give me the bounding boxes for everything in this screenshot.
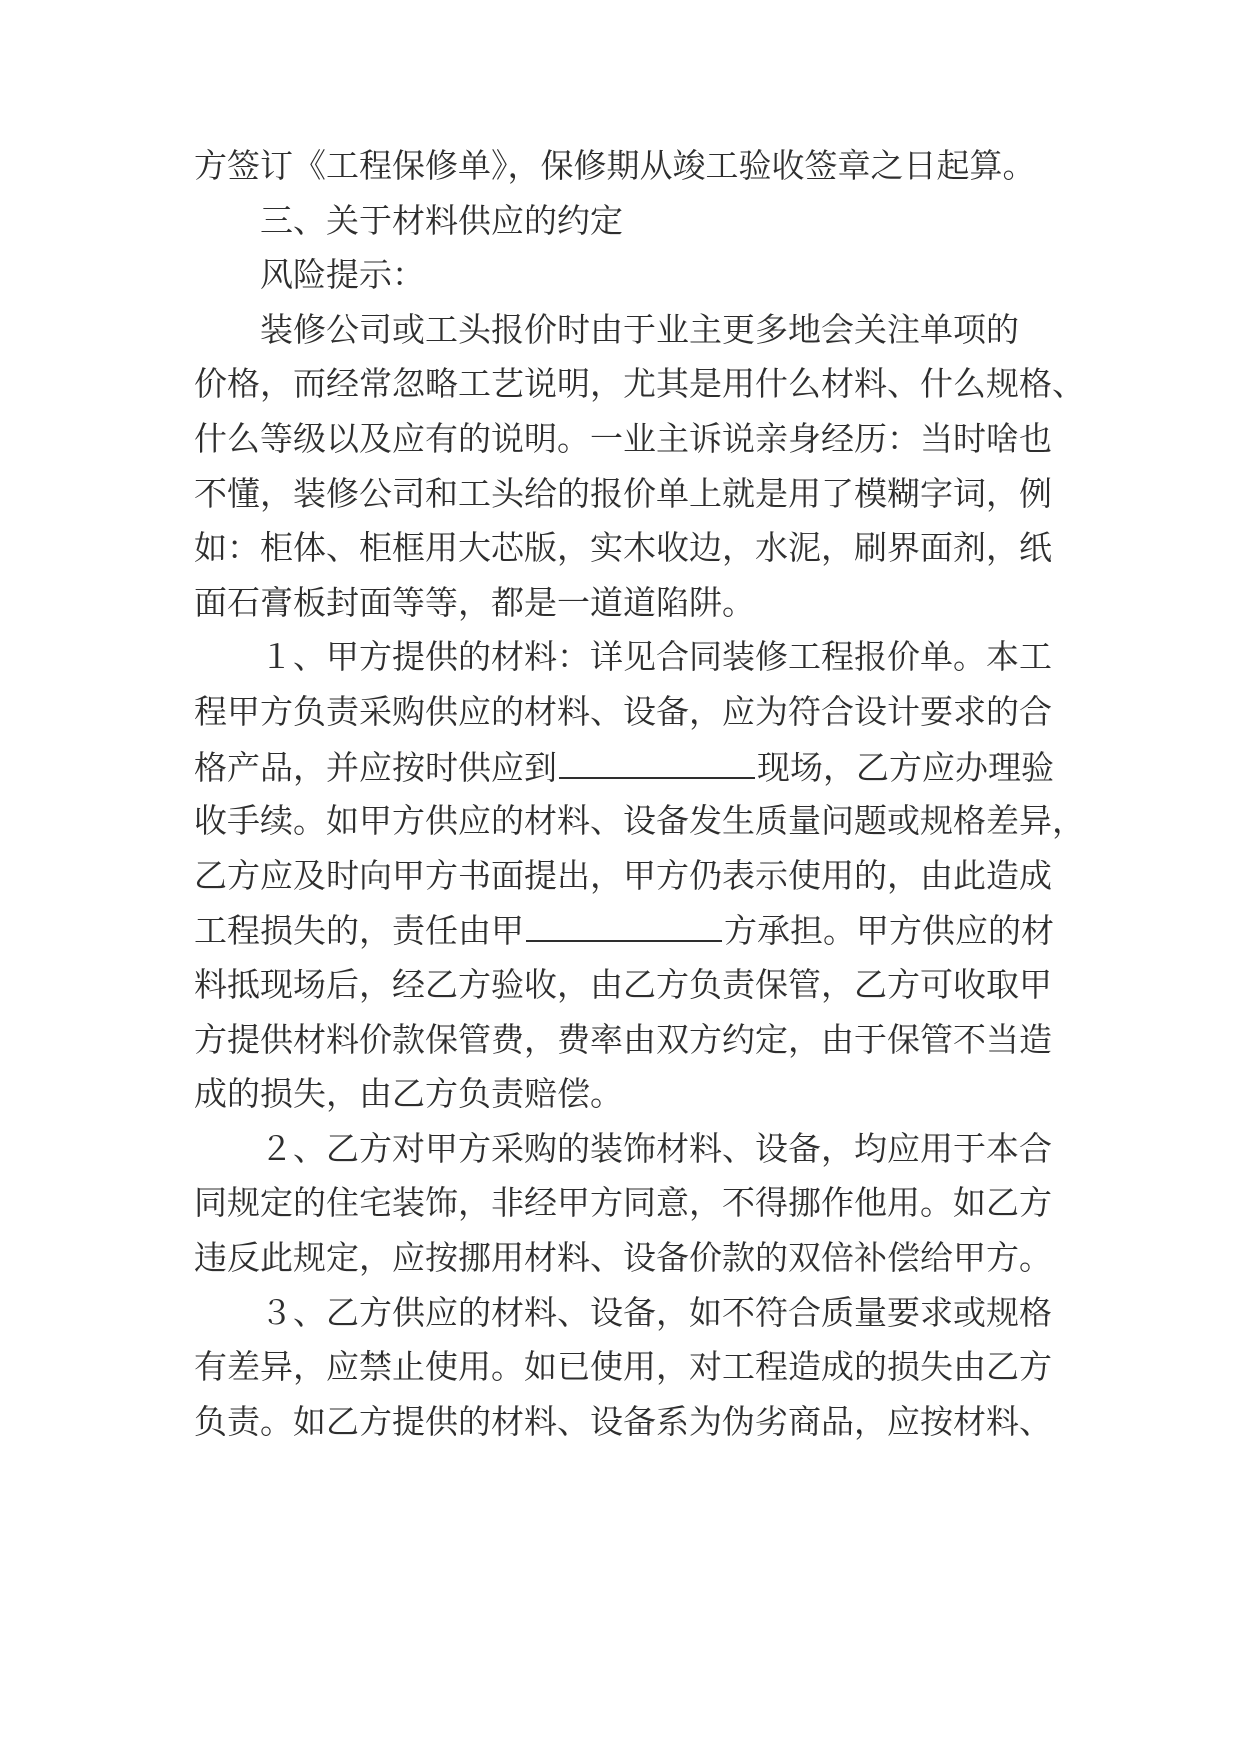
text-line: 不懂，装修公司和工头给的报价单上就是用了模糊字词，例: [194, 474, 1052, 513]
text-line: [194, 747, 1054, 788]
text-line: 价格，而经常忽略工艺说明，尤其是用什么材料、什么规格、: [194, 364, 1085, 403]
fill-in-blank[interactable]: [526, 910, 722, 942]
fill-in-blank[interactable]: [559, 747, 755, 779]
text-line: 料抵现场后，经乙方验收，由乙方负责保管，乙方可收取甲: [194, 965, 1052, 1004]
text-line: ３、乙方供应的材料、设备，如不符合质量要求或规格: [260, 1293, 1052, 1332]
text-line: 负责。如乙方提供的材料、设备系为伪劣商品，应按材料、: [194, 1402, 1052, 1441]
text-line: [194, 910, 1054, 951]
text-line: 方提供材料价款保管费，费率由双方约定，由于保管不当造: [194, 1020, 1052, 1059]
text-line: 程甲方负责采购供应的材料、设备，应为符合设计要求的合: [194, 692, 1052, 731]
risk-tip-label: 风险提示：: [260, 255, 425, 294]
text-line: 装修公司或工头报价时由于业主更多地会关注单项的: [260, 310, 1019, 349]
text-line: 同规定的住宅装饰，非经甲方同意，不得挪作他用。如乙方: [194, 1183, 1052, 1222]
text-line: 方签订《工程保修单》，保修期从竣工验收签章之日起算。: [194, 146, 1036, 185]
text-fragment: 方承担。甲方供应的材: [724, 911, 1054, 950]
text-line: １、甲方提供的材料：详见合同装修工程报价单。本工: [260, 637, 1052, 676]
text-line: 面石膏板封面等等，都是一道道陷阱。: [194, 583, 755, 622]
text-line: 如：柜体、柜框用大芯版，实木收边，水泥，刷界面剂，纸: [194, 528, 1052, 567]
text-fragment: 格产品，并应按时供应到: [194, 748, 557, 787]
text-fragment: 现场，乙方应办理验: [757, 748, 1054, 787]
text-line: 有差异，应禁止使用。如已使用，对工程造成的损失由乙方: [194, 1347, 1052, 1386]
text-line: 违反此规定，应按挪用材料、设备价款的双倍补偿给甲方。: [194, 1238, 1052, 1277]
text-line: 收手续。如甲方供应的材料、设备发生质量问题或规格差异，: [194, 801, 1085, 840]
text-line: 乙方应及时向甲方书面提出，甲方仍表示使用的，由此造成: [194, 856, 1052, 895]
section-heading: 三、关于材料供应的约定: [260, 201, 623, 240]
text-line: 成的损失，由乙方负责赔偿。: [194, 1074, 623, 1113]
text-line: ２、乙方对甲方采购的装饰材料、设备，均应用于本合: [260, 1129, 1052, 1168]
text-fragment: 工程损失的，责任由甲: [194, 911, 524, 950]
text-line: 什么等级以及应有的说明。一业主诉说亲身经历：当时啥也: [194, 419, 1052, 458]
